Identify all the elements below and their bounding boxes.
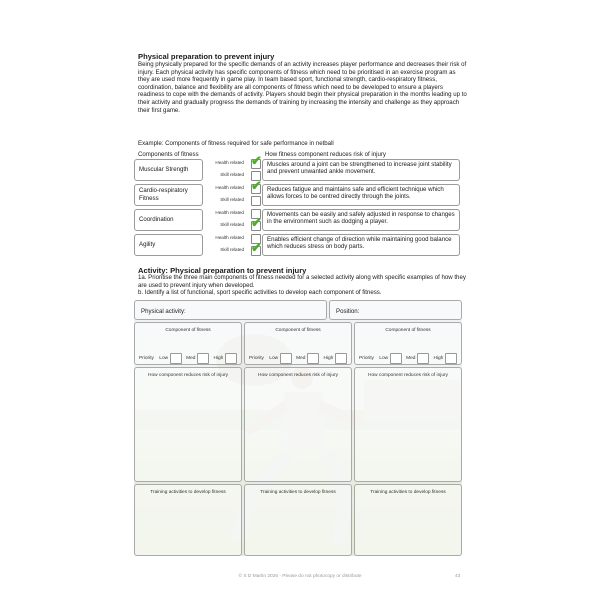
component-of-fitness-box[interactable] (244, 322, 352, 365)
reduces-risk-box[interactable] (134, 367, 242, 482)
reduces-risk-label: How component reduces risk of injury (148, 373, 228, 378)
high-label: High (213, 356, 224, 361)
reduces-risk-box[interactable] (354, 367, 462, 482)
low-checkbox[interactable] (390, 353, 402, 364)
activity-worksheet (134, 300, 462, 556)
column-header-reduces: How fitness component reduces risk of injury (265, 151, 386, 158)
med-label: Med (186, 356, 196, 361)
check-mark-icon: ✔ (251, 215, 262, 230)
instruction-a: 1a. Prioritise the three main components of fitness needed for a selected activity along with specific examples of how they are used to prevent injury when developed. (138, 274, 466, 289)
component-of-fitness-label: Component of fitness (165, 328, 211, 333)
skill-checkbox[interactable] (251, 215, 262, 231)
intro-paragraph: Being physically prepared for the specific demands of an activity increases player performance and decreases their risk of injury. Each physical activity has specific components of fitness which need to be prioritised in an exercise program as they are used more frequently in game play. In team based sport, functional strength, cardio-respiratory fitness, coordination, balance and flexibility are all components of fitness which need to be developed to ensure a players readiness to cope with the demands of activity. Players should begin their physical preparation in the months leading up to their activity and gradually progress the demands of training by increasing the intensity and challenge as they approach their first game. (138, 61, 467, 114)
med-checkbox[interactable] (197, 353, 209, 364)
reduces-cell: Movements can be easily and safely adjusted in response to changes in the environment such as dodging a player. (262, 209, 460, 231)
high-label: High (433, 356, 444, 361)
component-cell (134, 234, 203, 256)
priority-label: Priority (249, 356, 264, 361)
med-label: Med (296, 356, 306, 361)
component-of-fitness-box[interactable] (354, 322, 462, 365)
position-field[interactable] (329, 300, 462, 320)
relation-checks (204, 178, 262, 206)
health-label: Health related (215, 160, 244, 165)
priority-label: Priority (139, 356, 154, 361)
component-name: Agility (139, 241, 156, 249)
training-activities-box[interactable] (244, 484, 352, 556)
low-label: Low (159, 356, 169, 361)
health-label: Health related (215, 210, 244, 215)
component-of-fitness-label: Component of fitness (385, 328, 431, 333)
instruction-b: b. Identify a list of functional, sport specific activities to develop each component of fitness. (138, 289, 382, 297)
section-title: Physical preparation to prevent injury (138, 52, 275, 61)
reduces-cell: Muscles around a joint can be strengthened to increase joint stability and prevent unwanted ankle movement. (262, 159, 460, 181)
high-checkbox[interactable] (445, 353, 457, 364)
health-checkbox[interactable] (251, 178, 262, 194)
component-cell (134, 184, 203, 206)
component-name: Muscular Strength (139, 166, 189, 174)
priority-label: Priority (359, 356, 374, 361)
low-label: Low (379, 356, 389, 361)
relation-checks (204, 209, 262, 231)
health-checkbox[interactable] (251, 153, 262, 169)
component-name: Coordination (139, 216, 174, 224)
relation-checks (204, 234, 262, 256)
reduces-risk-label: How component reduces risk of injury (258, 373, 338, 378)
health-label: Health related (215, 235, 244, 240)
med-checkbox[interactable] (307, 353, 319, 364)
low-label: Low (269, 356, 279, 361)
low-checkbox[interactable] (170, 353, 182, 364)
med-label: Med (406, 356, 416, 361)
position-label: Position: (336, 308, 360, 315)
priority-row (249, 353, 349, 364)
med-checkbox[interactable] (417, 353, 429, 364)
skill-label: Skill related (220, 197, 244, 202)
high-checkbox[interactable] (225, 353, 237, 364)
high-label: High (323, 356, 334, 361)
activity-title: Activity: Physical preparation to prevent injury (138, 266, 307, 275)
check-mark-icon: ✔ (251, 153, 262, 168)
high-checkbox[interactable] (335, 353, 347, 364)
skill-checkbox[interactable] (251, 240, 262, 256)
page-number: 43 (455, 574, 461, 579)
training-activities-box[interactable] (134, 484, 242, 556)
component-of-fitness-label: Component of fitness (275, 328, 321, 333)
training-activities-label: Training activities to develop fitness (370, 490, 446, 495)
component-cell (134, 209, 203, 231)
skill-label: Skill related (220, 222, 244, 227)
priority-row (359, 353, 459, 364)
example-caption: Example: Components of fitness required for safe performance in netball (138, 140, 334, 147)
training-activities-label: Training activities to develop fitness (150, 490, 226, 495)
physical-activity-label: Physical activity: (141, 308, 186, 315)
priority-row (139, 353, 239, 364)
low-checkbox[interactable] (280, 353, 292, 364)
column-header-components: Components of fitness (138, 151, 199, 158)
reduces-risk-label: How component reduces risk of injury (368, 373, 448, 378)
component-of-fitness-box[interactable] (134, 322, 242, 365)
component-cell (134, 159, 203, 181)
activity-instructions (138, 274, 468, 297)
reduces-cell: Enables efficient change of direction while maintaining good balance which reduces stress on body parts. (262, 234, 460, 256)
physical-activity-field[interactable] (134, 300, 327, 320)
check-mark-icon: ✔ (251, 240, 262, 255)
skill-label: Skill related (220, 247, 244, 252)
skill-checkbox[interactable] (251, 196, 261, 206)
health-label: Health related (215, 185, 244, 190)
training-activities-label: Training activities to develop fitness (260, 490, 336, 495)
skill-label: Skill related (220, 172, 244, 177)
copyright-footer: © S D Martin 2026 - Please do not photocopy or distribute (238, 574, 362, 579)
check-mark-icon: ✔ (251, 178, 262, 193)
reduces-cell: Reduces fatigue and maintains safe and efficient technique which allows forces to be centred directly through the joints. (262, 184, 460, 206)
component-name: Cardio-respiratory Fitness (139, 187, 188, 202)
training-activities-box[interactable] (354, 484, 462, 556)
reduces-risk-box[interactable] (244, 367, 352, 482)
